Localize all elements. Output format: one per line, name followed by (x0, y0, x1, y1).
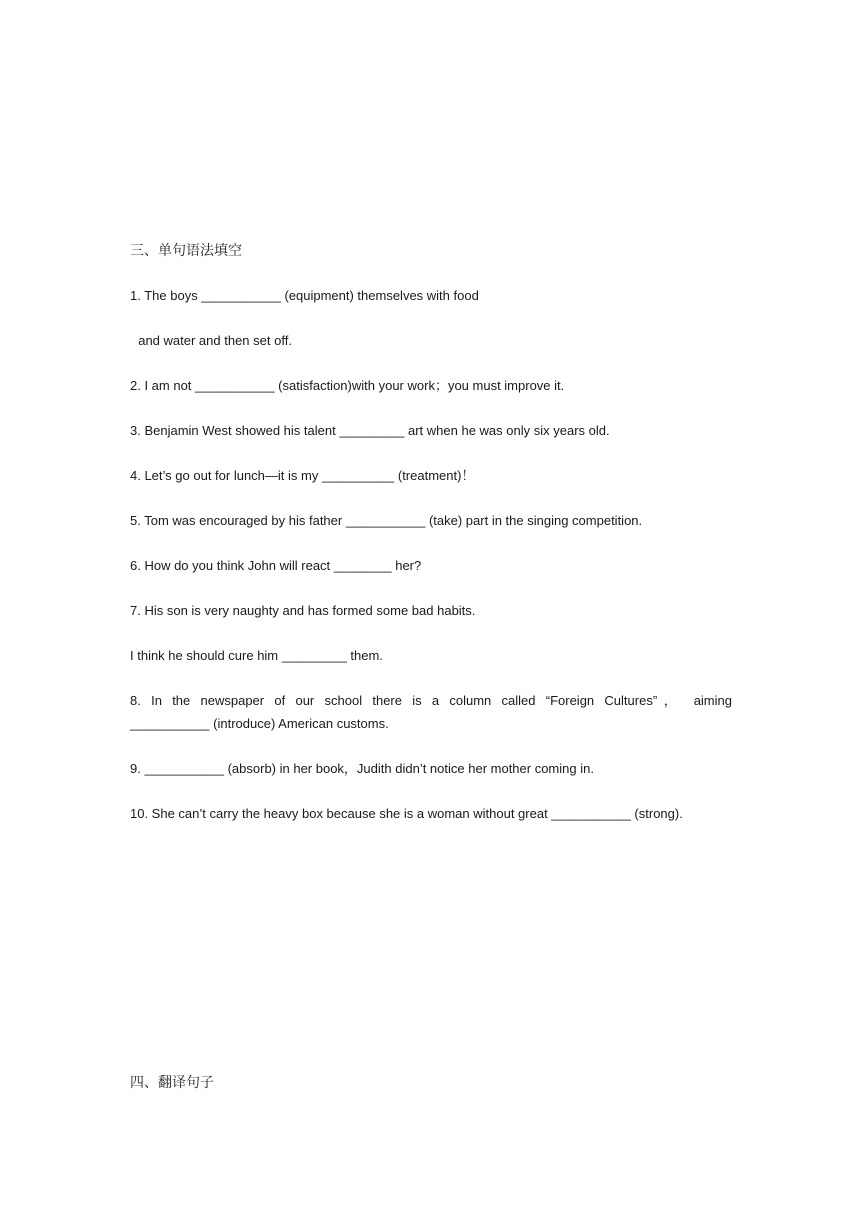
question-4: 4. Let’s go out for lunch—it is my __________ (treatment)！ (130, 468, 475, 483)
section-heading-grammar: 三、单句语法填空 (130, 243, 242, 259)
question-8-line-1: 8. In the newspaper of our school there is a column called “Foreign Cultures”， aiming (130, 693, 732, 708)
question-9: 9. ___________ (absorb) in her book，Judith didn’t notice her mother coming in. (130, 761, 594, 776)
section-heading-translation: 四、翻译句子 (130, 1075, 214, 1091)
question-1-line-1: 1. The boys ___________ (equipment) themselves with food (130, 288, 479, 303)
question-1-line-2: and water and then set off. (131, 333, 292, 348)
question-7-line-2: I think he should cure him _________ them. (130, 648, 383, 663)
question-6: 6. How do you think John will react ________ her? (130, 558, 422, 573)
question-5: 5. Tom was encouraged by his father ___________ (take) part in the singing competition. (130, 513, 643, 528)
question-3: 3. Benjamin West showed his talent _________ art when he was only six years old. (130, 423, 610, 438)
question-2: 2. I am not ___________ (satisfaction)with your work；you must improve it. (130, 378, 565, 393)
question-7-line-1: 7. His son is very naughty and has formed some bad habits. (130, 603, 476, 618)
question-8-line-2: ___________ (introduce) American customs. (130, 716, 389, 731)
question-10: 10. She can’t carry the heavy box because she is a woman without great ___________ (strong). (130, 806, 683, 821)
